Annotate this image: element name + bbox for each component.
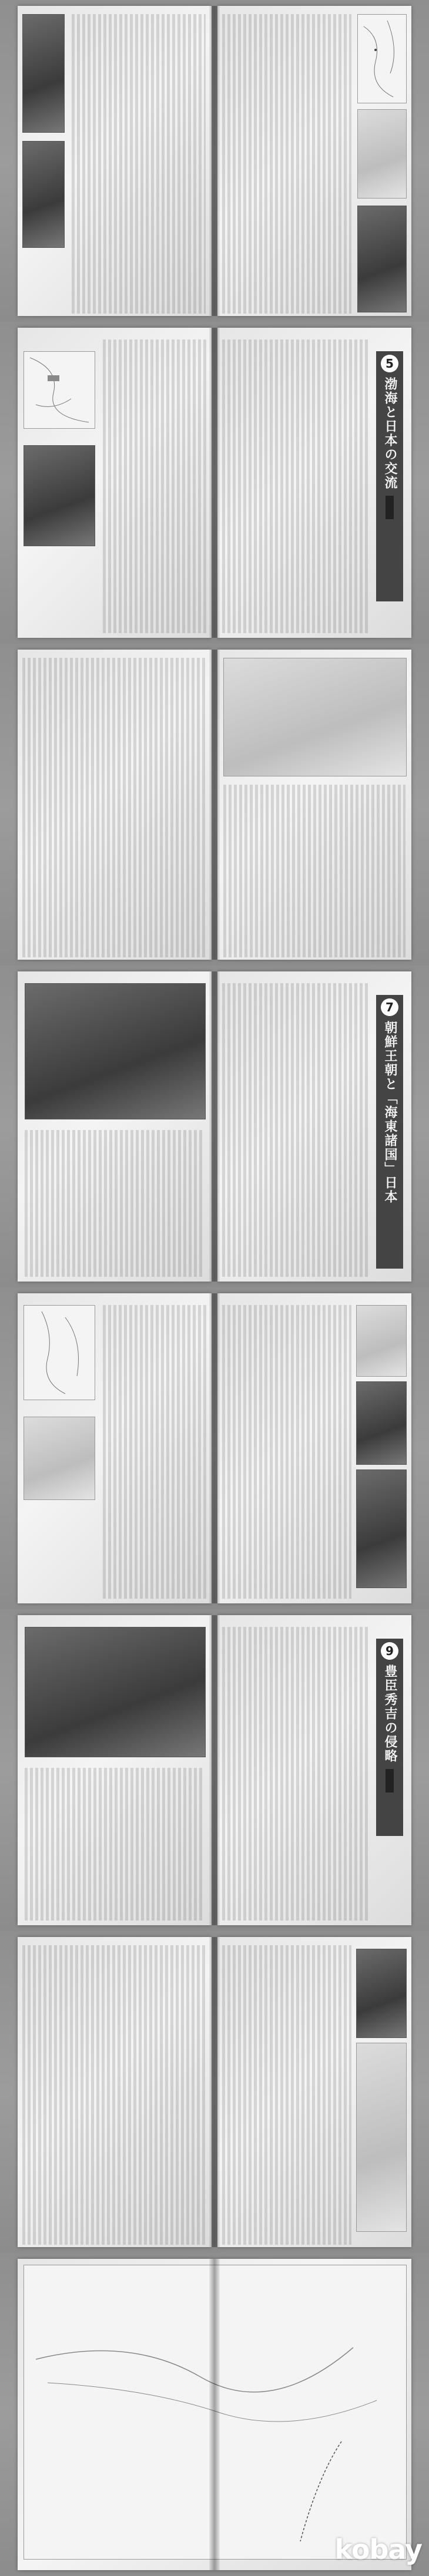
landscape-photo [356,1949,407,2038]
left-page [18,6,212,316]
body-text [223,785,405,957]
landscape-photo [357,206,407,312]
right-page [217,1615,411,1925]
left-page [18,1615,212,1925]
left-page [18,1293,212,1603]
book-spread [18,650,411,960]
chapter-marker [386,1769,394,1793]
body-text [22,658,207,957]
right-page [217,650,411,960]
document-photo [223,658,407,776]
body-text [222,1945,351,2245]
book-gutter [209,328,220,638]
book-gutter [209,971,220,1282]
painting-photo [25,1627,206,1757]
book-photo-3 [0,644,429,966]
chapter-number: 9 [381,1642,398,1660]
book-spread [18,6,411,316]
chapter-title: 豊臣秀吉の侵略 [383,1664,397,1763]
left-page [18,971,212,1282]
left-page [18,650,212,960]
map-figure [357,14,407,103]
book-photo-7 [0,1931,429,2253]
book-photo-8 [0,2253,429,2576]
body-text [22,1945,207,2245]
chapter-marker [386,496,394,519]
body-text [222,339,369,633]
chapter-heading [376,995,403,1269]
book-spread [18,1615,411,1925]
chapter-number: 5 [381,355,398,372]
chapter-heading [376,351,403,601]
body-text [222,1305,351,1599]
body-text [222,983,369,1277]
illustration [24,1417,95,1500]
book-spread [18,971,411,1282]
book-spread [18,1937,411,2247]
body-text [222,14,351,314]
book-gutter [209,1615,220,1925]
book-gutter [209,1937,220,2247]
book-photo-4 [0,966,429,1287]
left-page [18,1937,212,2247]
artifact-photo [22,141,65,248]
right-page [217,1293,411,1603]
book-gutter [209,650,220,960]
map-figure [25,983,206,1119]
book-photo-1 [0,0,429,322]
artifact-photo [22,14,65,133]
chapter-heading [376,1639,403,1836]
right-page [217,971,411,1282]
map-lines [24,352,95,428]
body-text [103,1305,206,1599]
book-spread [18,328,411,638]
body-text [25,1130,205,1277]
book-spread [18,1293,411,1603]
book-photo-2 [0,322,429,644]
body-text [222,1627,369,1921]
chapter-title: 渤海と日本の交流 [383,377,397,490]
book-gutter [209,6,220,316]
body-text [103,339,206,633]
watermark-logo: kobay [334,2534,422,2565]
left-page [18,328,212,638]
document-photo [356,1305,407,1377]
chapter-title: 朝鮮王朝と「海東諸国」日本 [383,1021,397,1204]
map-lines [358,15,406,103]
book-spread [18,2259,411,2570]
artifact-photo [357,109,407,199]
artifact-photo [356,1469,407,1588]
right-page [217,6,411,316]
map-lines [24,1306,95,1400]
book-photo-6 [0,1609,429,1931]
right-page [217,328,411,638]
artifact-photo [24,445,95,546]
book-gutter [209,1293,220,1603]
chapter-number: 7 [381,998,398,1016]
map-figure [24,1305,95,1400]
body-text [72,14,206,314]
book-photo-5 [0,1287,429,1609]
right-page [217,1937,411,2247]
painting-photo [356,1381,407,1465]
body-text [25,1768,205,1921]
painting-photo [356,2043,407,2232]
book-gutter [209,2259,220,2570]
map-figure [24,351,95,429]
